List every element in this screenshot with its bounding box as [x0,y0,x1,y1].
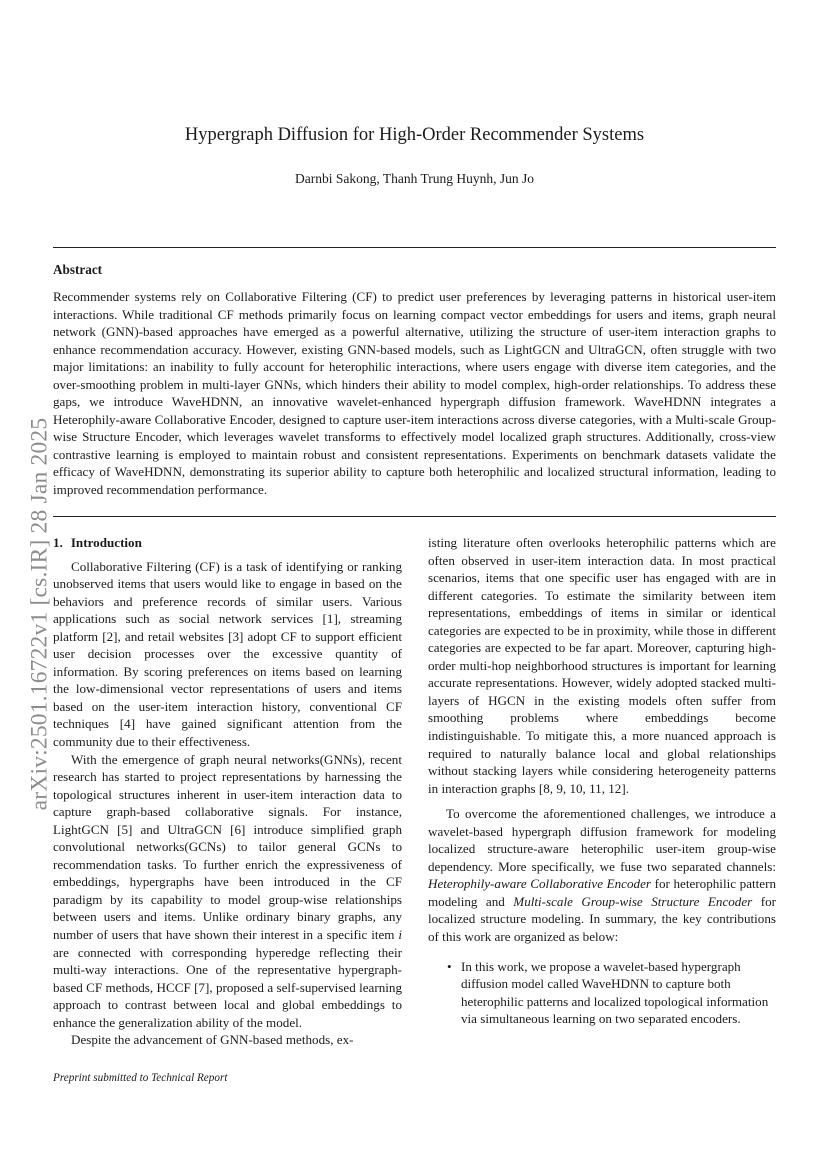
paragraph-2-text-a: With the emergence of graph neural networks(GNNs), recent research has started to project representations by harnessing the topological structures inherent in user-item interaction data to capture graph-based collaborative signals. For instance, LightGCN [5] and UltraGCN [6] introduce simplified graph convolutional networks(GCNs) to tailor general GCNs to recommendation tasks. To further enrich the expressiveness of embeddings, hypergraphs have been introduced in the CF paradigm by its capability to model group-wise relationships between users and items. Unlike ordinary binary graphs, any number of users that have shown their interest in a specific item [53,751,402,943]
paragraph-2-text-b: are connected with corresponding hyperedge reflecting their multi-way interactions. One of the representative hypergraph-based CF methods, HCCF [7], proposed a self-supervised learning approach to contrast between local and global embeddings to enhance the generalization ability of the model. [53,944,402,1030]
paragraph-4-text-b: for heterophilic pattern modeling and [428,876,776,909]
preprint-footer: Preprint submitted to Technical Report [53,1072,228,1084]
abstract-text: Recommender systems rely on Collaborative Filtering (CF) to predict user preferences by leveraging patterns in historical user-item interactions. While traditional CF methods primarily focus on learning compact vector embeddings for users and items, graph neural network (GNN)-based approaches have emerged as a powerful alternative, utilizing the structure of user-item interaction graphs to enhance recommendation accuracy. However, existing GNN-based models, such as LightGCN and UltraGCN, often struggle with two major limitations: an inability to fully account for heterophilic interactions, where users engage with diverse item categories, and the over-smoothing problem in multi-layer GNNs, which hinders their ability to model complex, high-order relationships. To address these gaps, we introduce WaveHDNN, an innovative wavelet-enhanced hypergraph diffusion framework. WaveHDNN integrates a Heterophily-aware Collaborative Encoder, designed to capture user-item interactions across diverse categories, with a Multi-scale Group-wise Structure Encoder, which leverages wavelet transforms to effectively model localized graph structures. Additionally, cross-view contrastive learning is employed to maintain robust and consistent representations. Experiments on benchmark datasets validate the efficacy of WaveHDNN, demonstrating its superior ability to capture both heterophilic and localized structural information, leading to improved recommendation performance. [53,289,776,497]
left-column [53,534,402,1049]
paragraph-4-text-c: for localized structure modeling. In summary, the key contributions of this work are organized as below: [428,893,776,945]
contribution-text: In this work, we propose a wavelet-based hypergraph diffusion model called WaveHDNN to capture both heterophilic patterns and localized topological information via simultaneous learning on two separated encoders. [461,958,769,1027]
paragraph-4-text-a: To overcome the aforementioned challenges, we introduce a wavelet-based hypergraph diffusion framework for modeling localized structure-aware heterophilic user-item group-wise dependency. More specifically, we fuse two separated channels: [428,806,776,874]
right-column [428,534,776,1028]
encoder-name-multiscale: Multi-scale Group-wise Structure Encoder [513,893,753,909]
intro-paragraph-1: Collaborative Filtering (CF) is a task of identifying or ranking unobserved items that users would like to engage in based on the behaviors and preference records of similar users. Various applications such as social network services [1], streaming platform [2], and retail websites [3] adopt CF to support efficient user decision processes over the excessive quantity of information. By scoring preferences on items based on learning the low-dimensional vector representations of users and items based on the user-item interaction history, conventional CF techniques [4] have gained significant attention from the community due to their effectiveness. [53,558,402,750]
intro-paragraph-3-start: Despite the advancement of GNN-based methods, ex- [71,1032,354,1048]
contributions-list [428,958,776,1028]
abstract-heading: Abstract [53,262,103,277]
list-item [447,958,776,1028]
section-title: Introduction [70,535,142,550]
arxiv-identifier-text: arXiv:2501.16722v1 [cs.IR] 28 Jan 2025 [26,417,53,811]
section-heading-introduction [53,534,402,552]
top-rule [53,247,776,248]
intro-paragraph-2 [53,751,402,1032]
encoder-name-heterophily: Heterophily-aware Collaborative Encoder [428,876,651,892]
intro-paragraph-4 [428,805,776,945]
bullet-marker: • [447,958,452,974]
paper-title: Hypergraph Diffusion for High-Order Recommender Systems [184,125,645,145]
math-variable-i: i [398,927,402,943]
section-number: 1. [53,535,63,550]
abstract-bottom-rule [53,516,776,517]
intro-paragraph-3-continued: isting literature often overlooks heterophilic patterns which are often observed in user-item interaction data. In most practical scenarios, items that one specific user has engaged with are in different categories. To estimate the similarity between item representations, embeddings of items in similar or identical categories are expected to be in proximity, while those in different categories are expected to be far apart. Moreover, capturing high-order multi-hop neighborhood structures is important for learning accurate representations. However, widely adopted stacked multi-layers of HGCN in the existing models often suffer from smoothing problems where embeddings become indistinguishable. To mitigate this, a more nuanced approach is required to naturally balance local and global relationships without stacking layers while considering heterogeneity patterns in interaction graphs [8, 9, 10, 11, 12]. [428,535,776,796]
author-list: Darnbi Sakong, Thanh Trung Huynh, Jun Jo [294,171,534,186]
